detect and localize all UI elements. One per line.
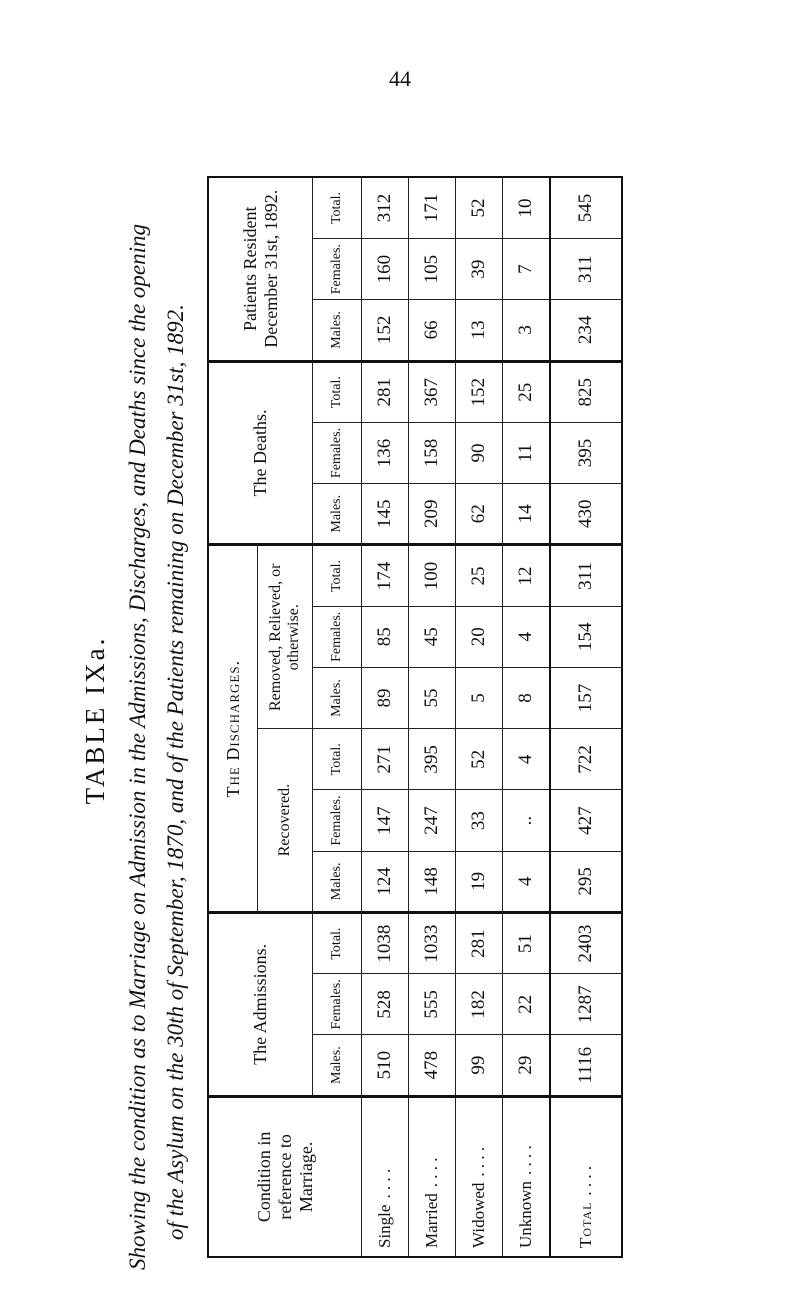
cell-value: 152 — [362, 300, 409, 361]
cell-value: 55 — [409, 667, 456, 728]
cell-value: 209 — [409, 484, 456, 545]
removed-total-header: Total. — [313, 545, 362, 606]
total-row — [550, 177, 622, 1257]
admissions-males-header: Males. — [313, 1035, 362, 1096]
recovered-females-header: Females. — [313, 790, 362, 851]
cell-value: 85 — [362, 606, 409, 667]
row-label — [503, 1096, 551, 1257]
recovered-header: Recovered. — [258, 729, 313, 913]
table-caption — [119, 170, 195, 1270]
deaths-total-header: Total. — [313, 361, 362, 422]
cell-value: 247 — [409, 790, 456, 851]
discharges-header: The Discharges. — [208, 545, 258, 913]
cell-value: 52 — [456, 729, 503, 790]
cell-value: 234 — [550, 300, 622, 361]
deaths-males-header: Males. — [313, 484, 362, 545]
cell-value: 22 — [503, 974, 551, 1035]
cell-value: 722 — [550, 729, 622, 790]
row-label-text: Married — [422, 1193, 441, 1248]
admissions-total-header: Total. — [313, 912, 362, 973]
table-row — [409, 177, 456, 1257]
cell-value: 182 — [456, 974, 503, 1035]
caption-line-2: of the Asylum on the 30th of September, 1870, and of the Patients remaining on December 31st, 1892. — [163, 304, 188, 1240]
cell-value: 100 — [409, 545, 456, 606]
cell-value: 66 — [409, 300, 456, 361]
cell-value: 11 — [503, 422, 551, 483]
cell-value: 20 — [456, 606, 503, 667]
row-label-text: Total — [576, 1201, 595, 1248]
cell-value: 1287 — [550, 974, 622, 1035]
cell-value: 1038 — [362, 912, 409, 973]
cell-value: 147 — [362, 790, 409, 851]
cell-value: 1033 — [409, 912, 456, 973]
caption-line-1: Showing the condition as to Marriage on Admission in the Admissions, Discharges, and Deaths since the opening — [125, 223, 150, 1270]
page-number: 44 — [389, 66, 411, 91]
cell-value: 4 — [503, 606, 551, 667]
cell-value: 4 — [503, 851, 551, 912]
admissions-header: The Admissions. — [208, 912, 313, 1096]
cell-value: 311 — [550, 239, 622, 300]
cell-value: 281 — [456, 912, 503, 973]
cell-value: 14 — [503, 484, 551, 545]
admissions-females-header: Females. — [313, 974, 362, 1035]
cell-value: 99 — [456, 1035, 503, 1096]
row-label — [550, 1096, 622, 1257]
table-body — [362, 177, 623, 1257]
cell-value: 33 — [456, 790, 503, 851]
cell-value: 157 — [550, 667, 622, 728]
removed-females-header: Females. — [313, 606, 362, 667]
cell-value: 5 — [456, 667, 503, 728]
table-row — [362, 177, 409, 1257]
cell-value: 39 — [456, 239, 503, 300]
cell-value: 271 — [362, 729, 409, 790]
recovered-total-header: Total. — [313, 729, 362, 790]
cell-value: 105 — [409, 239, 456, 300]
cell-value: 4 — [503, 729, 551, 790]
cell-value: 136 — [362, 422, 409, 483]
table-row — [456, 177, 503, 1257]
cell-value: 311 — [550, 545, 622, 606]
recovered-males-header: Males. — [313, 851, 362, 912]
table-row — [503, 177, 551, 1257]
marriage-condition-table — [207, 176, 623, 1258]
removed-males-header: Males. — [313, 667, 362, 728]
row-label-text: Unknown — [516, 1180, 535, 1248]
cell-value: 145 — [362, 484, 409, 545]
cell-value: 555 — [409, 974, 456, 1035]
cell-value: 8 — [503, 667, 551, 728]
row-label-dots: . . . . — [469, 1146, 488, 1177]
cell-value: 367 — [409, 361, 456, 422]
resident-header: Patients Resident December 31st, 1892. — [208, 177, 313, 361]
cell-value: 825 — [550, 361, 622, 422]
deaths-females-header: Females. — [313, 422, 362, 483]
removed-header: Removed, Relieved, or otherwise. — [258, 545, 313, 729]
cell-value: 510 — [362, 1035, 409, 1096]
cell-value: 7 — [503, 239, 551, 300]
cell-value: 427 — [550, 790, 622, 851]
cell-value: 478 — [409, 1035, 456, 1096]
cell-value: 2403 — [550, 912, 622, 973]
cell-value: 51 — [503, 912, 551, 973]
cell-value: 52 — [456, 177, 503, 239]
cell-value: 528 — [362, 974, 409, 1035]
row-label-dots: . . . . — [516, 1145, 535, 1175]
cell-value: 3 — [503, 300, 551, 361]
rotated-table-page — [80, 170, 720, 1270]
row-label — [362, 1096, 409, 1257]
cell-value: 45 — [409, 606, 456, 667]
cell-value: 10 — [503, 177, 551, 239]
cell-value: 19 — [456, 851, 503, 912]
cell-value: 395 — [550, 422, 622, 483]
condition-header: Condition in reference to Marriage. — [208, 1096, 362, 1257]
table-title: TABLE IXa. — [80, 635, 110, 805]
cell-value: 160 — [362, 239, 409, 300]
cell-value: 158 — [409, 422, 456, 483]
cell-value: 430 — [550, 484, 622, 545]
cell-value: 148 — [409, 851, 456, 912]
cell-value: 545 — [550, 177, 622, 239]
cell-value: 12 — [503, 545, 551, 606]
row-label-dots: . . . . — [576, 1165, 595, 1196]
cell-value: .. — [503, 790, 551, 851]
row-label — [456, 1096, 503, 1257]
row-label-dots: . . . . — [375, 1168, 394, 1199]
cell-value: 62 — [456, 484, 503, 545]
cell-value: 395 — [409, 729, 456, 790]
resident-males-header: Males. — [313, 300, 362, 361]
resident-females-header: Females. — [313, 239, 362, 300]
resident-total-header: Total. — [313, 177, 362, 239]
cell-value: 1116 — [550, 1035, 622, 1096]
cell-value: 25 — [456, 545, 503, 606]
row-label — [409, 1096, 456, 1257]
row-label-text: Widowed — [469, 1182, 488, 1248]
cell-value: 124 — [362, 851, 409, 912]
cell-value: 295 — [550, 851, 622, 912]
row-label-dots: . . . . — [422, 1157, 441, 1188]
cell-value: 90 — [456, 422, 503, 483]
cell-value: 25 — [503, 361, 551, 422]
cell-value: 29 — [503, 1035, 551, 1096]
cell-value: 13 — [456, 300, 503, 361]
row-label-text: Single — [375, 1204, 394, 1248]
cell-value: 171 — [409, 177, 456, 239]
cell-value: 281 — [362, 361, 409, 422]
cell-value: 152 — [456, 361, 503, 422]
cell-value: 154 — [550, 606, 622, 667]
deaths-header: The Deaths. — [208, 361, 313, 545]
cell-value: 89 — [362, 667, 409, 728]
cell-value: 312 — [362, 177, 409, 239]
cell-value: 174 — [362, 545, 409, 606]
